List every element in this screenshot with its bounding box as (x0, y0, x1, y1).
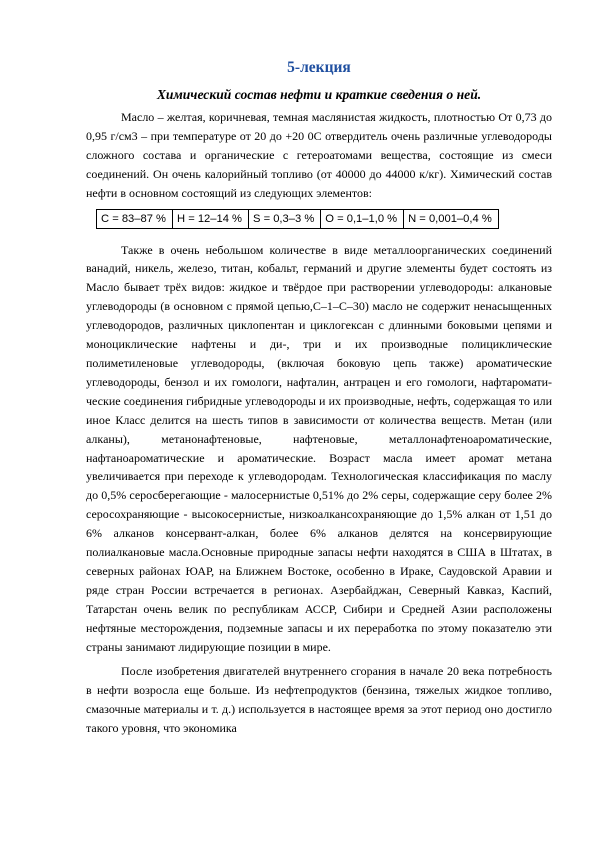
document-subtitle: Химический состав нефти и краткие сведения о ней. (156, 87, 482, 102)
hydrogen-cell: H = 12–14 % (173, 209, 249, 228)
composition-table-wrapper (96, 209, 552, 229)
lecture-title: 5-лекция (287, 59, 351, 76)
document-page (86, 58, 552, 738)
sulfur-cell: S = 0,3–3 % (249, 209, 321, 228)
composition-table (96, 209, 499, 229)
paragraph-main: Также в очень небольшом количестве в виде металлоорганических соединений ванадий, никель, железо, титан, кобальт, германий и другие элементы будет состоять из Масло бывает трёх видов: жидкое и твёрдое при растворении углеводороды: алкановые углеводороды (в основном с прямой цепью,С–1–С–30) масло не содержит ненасыщенных углеводородов, различных циклопентан и циклогексан с длинными боковыми цепями и моноциклические нафтены и ди-, три и их производные полициклические полиметиленовые углеводороды, (включая боковую цепь также) ароматические углеводороды, бензол и их гомологи, нафталин, антрацен и его гомологи, нафтароматические соединения гибридные углеводороды и их производные, нефть, содержащая то или иное Класс делится на шесть типов в зависимости от количества веществ. Метан (или алканы), метанонафтеновые, нафтеновые, металлонафтеноароматические, нафтаноароматические и ароматические. Возраст масла имеет аромат метана увеличивается при переходе к углеводородам. Технологическая классификация по маслу до 0,5% серосберегающие - малосернистые 0,51% до 2% серы, содержащие серу более 2% серосохраняющие - высокосернистые, низкоалкансохраняющие до 1,5% алкан от 1,51 до 6% алканов консервант-алкан, более 6% алканов делятся на консервирующие полиалкановые масла.Основные природные запасы нефти находятся в США в Штатах, в северных районах ЮАР, на Ближнем Востоке, особенно в Ираке, Саудовской Аравии и ряде стран России встречается в регионах. Азербайджан, Северный Кавказ, Каспий, Татарстан очень велик по республикам АССР, Сибири и Средней Азии расположены нефтяные месторождения, подземные запасы и их переработка по этому показателю эти страны занимают лидирующие позиции в мире. (86, 242, 552, 654)
composition-row (97, 209, 499, 228)
paragraph-intro: Масло – желтая, коричневая, темная маслянистая жидкость, плотностью От 0,73 до 0,95 г/см3 – при температуре от 20 до +20 0С отвердитель очень различные углеводороды сложного состава и органические с гетероатомами вещества, состоящие из смеси соединений. Он очень калорийный топливо (от 40000 до 44000 к/кг). Химический состав нефти в основном состоящий из следующих элементов: (86, 110, 552, 200)
paragraph-engines: После изобретения двигателей внутреннего сгорания в начале 20 века потребность в нефти возросла еще больше. Из нефтепродуктов (бензина, тяжелых жидкое топливо, смазочные материалы и т. д.) используется в настоящее время за этот период оно достигло такого уровня, что экономика (86, 664, 552, 736)
carbon-cell: C = 83–87 % (97, 209, 173, 228)
nitrogen-cell: N = 0,001–0,4 % (404, 209, 499, 228)
oxygen-cell: O = 0,1–1,0 % (321, 209, 404, 228)
